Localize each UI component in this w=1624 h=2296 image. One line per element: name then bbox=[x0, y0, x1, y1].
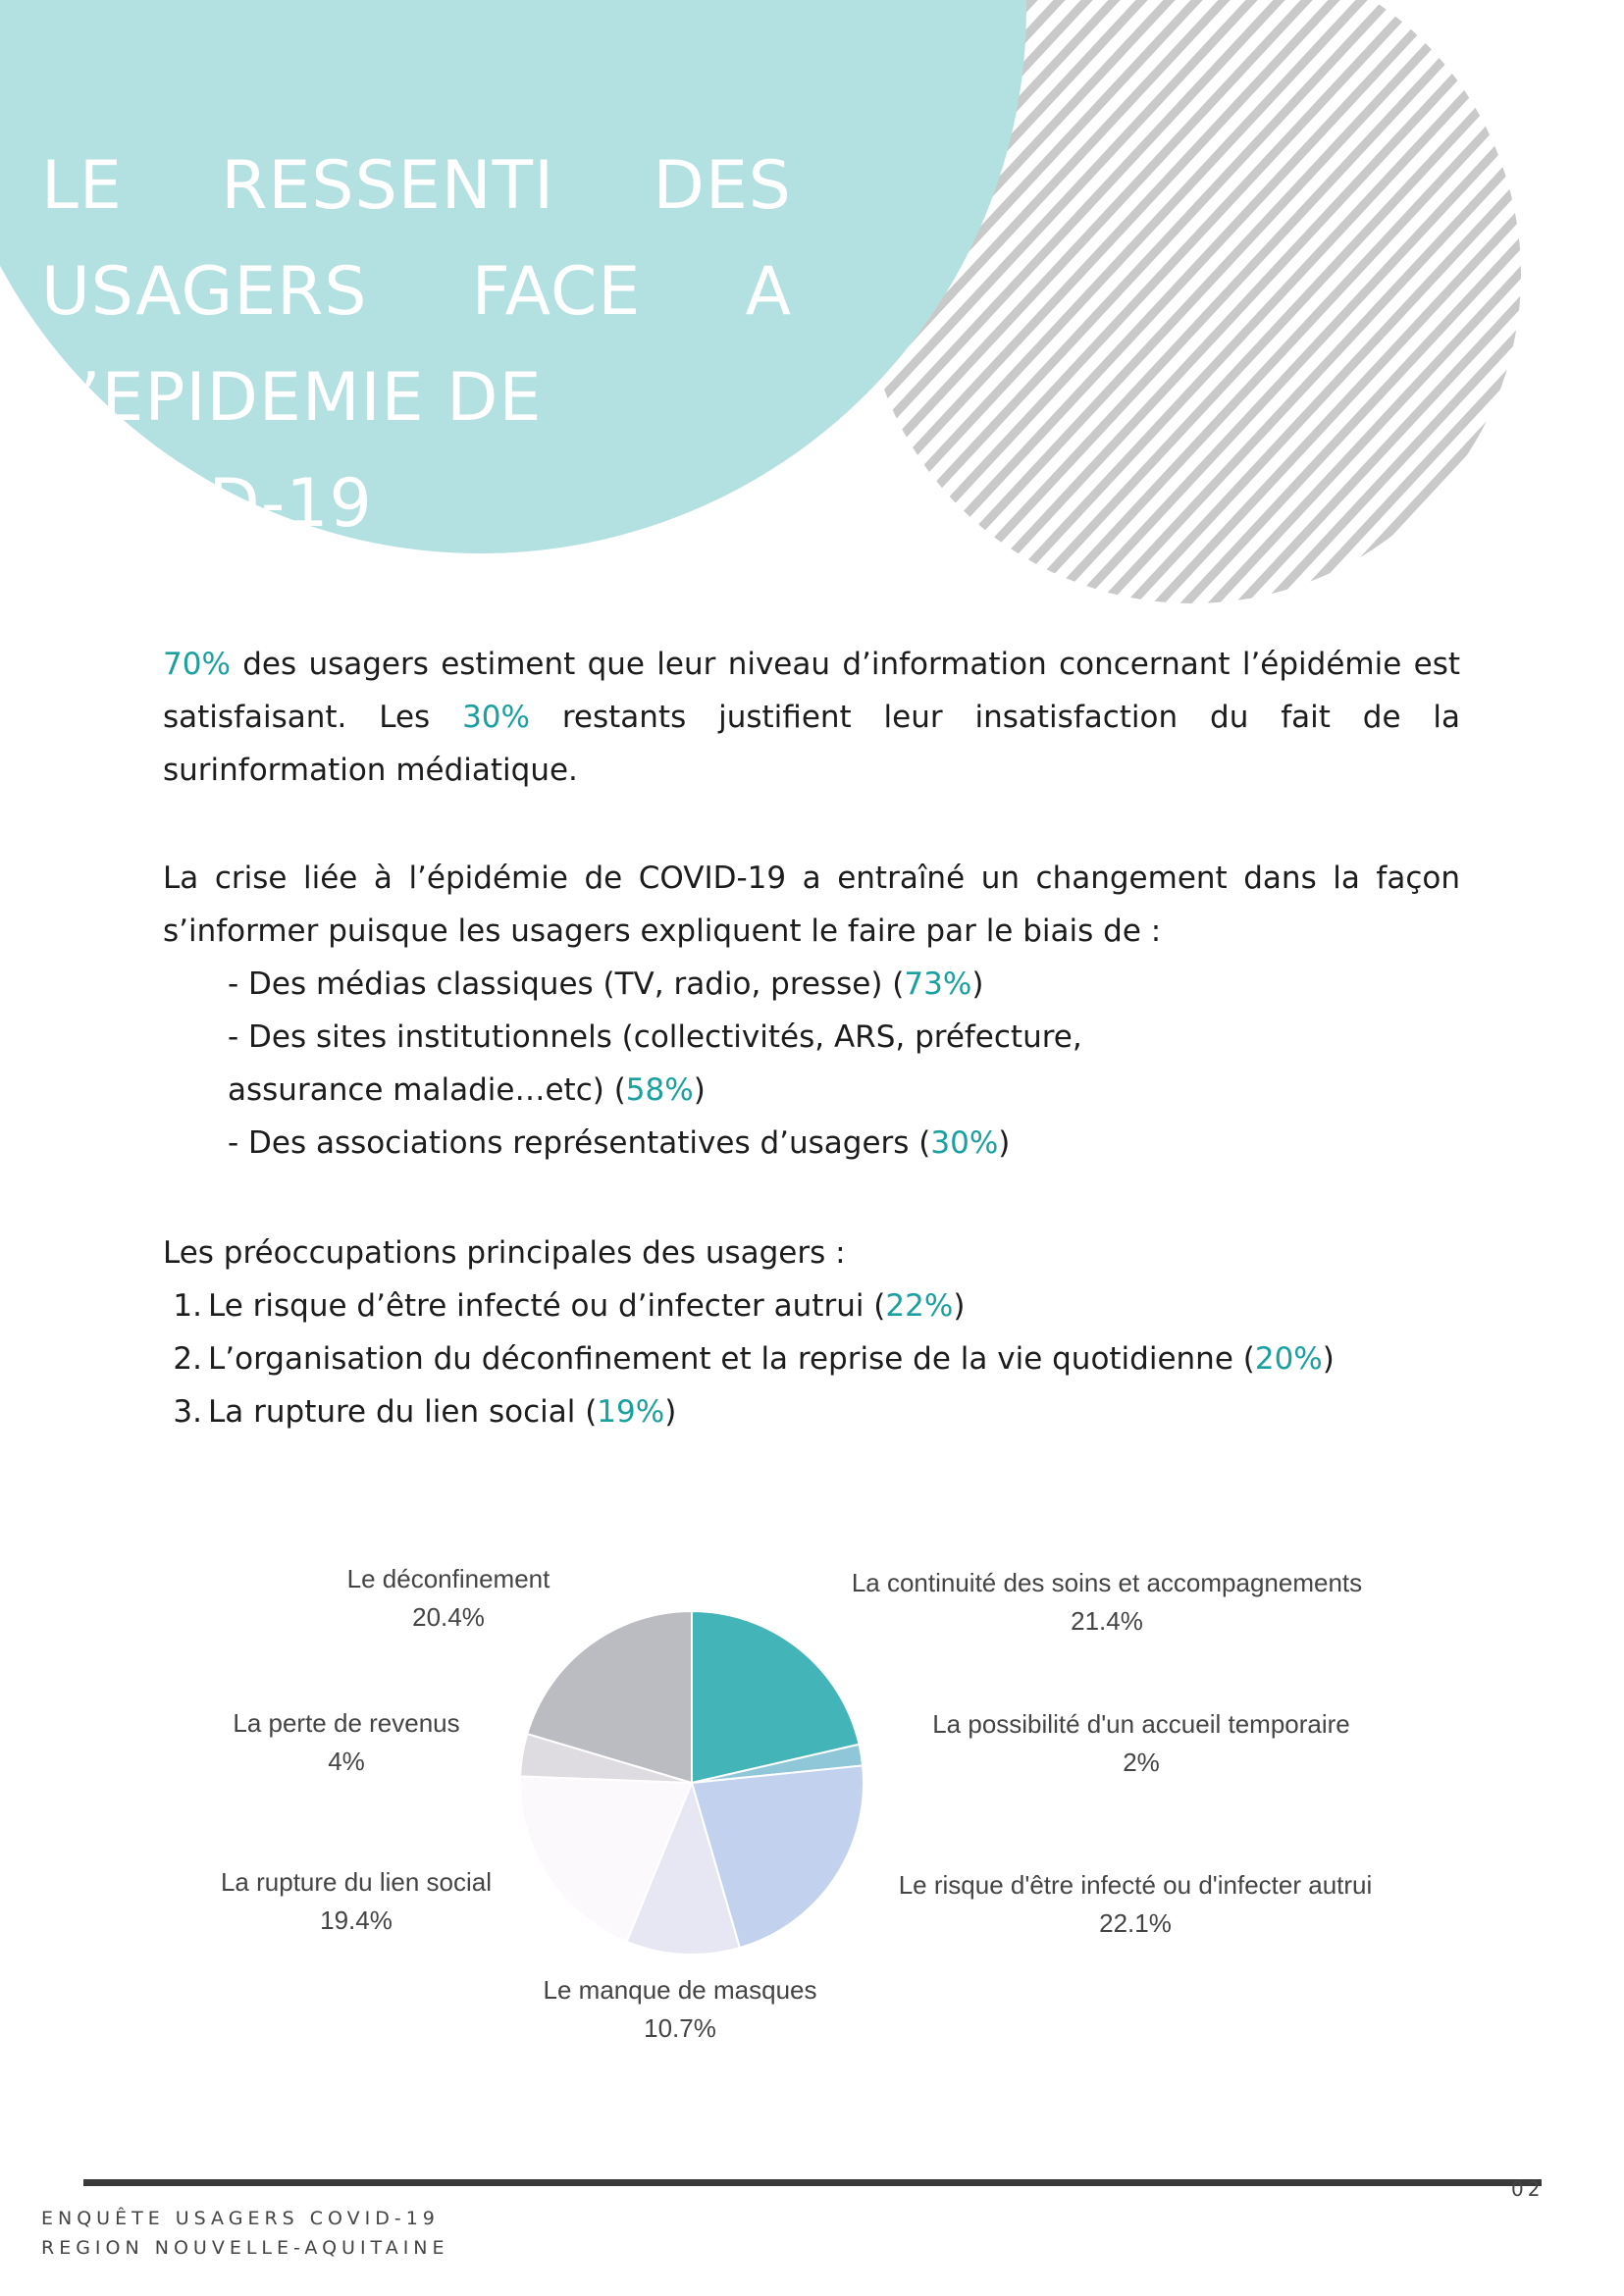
stat-unsatisfied: 30% bbox=[462, 700, 530, 735]
information-sources-paragraph bbox=[163, 852, 1460, 1170]
concerns-intro: Les préoccupations principales des usagers : bbox=[163, 1235, 846, 1271]
information-paragraph: 70% des usagers estiment que leur niveau d’information concernant l’épidémie est satisfaisant. Les 30% restants justifient leur insatisfaction du fait de la surinformation médiatique. bbox=[163, 647, 1460, 788]
sources-intro: La crise liée à l’épidémie de COVID-19 a entraîné un changement dans la façon s’informer puisque les usagers expliquent le faire par le biais de : bbox=[163, 861, 1460, 949]
footer bbox=[41, 2204, 449, 2263]
slice-label: La possibilité d'un accueil temporaire bbox=[932, 1709, 1350, 1739]
slice-label: Le manque de masques bbox=[543, 1975, 817, 2005]
list-item: - Des médias classiques (TV, radio, presse) (73%) bbox=[228, 966, 984, 1002]
stripe bbox=[1511, 0, 1624, 608]
slice-value-label: 20.4% bbox=[412, 1602, 485, 1632]
stripe bbox=[1566, 0, 1624, 608]
title-line-3: L’EPIDEMIE DE COVID-19 bbox=[41, 358, 543, 543]
slice-label: La continuité des soins et accompagnements bbox=[851, 1568, 1363, 1597]
slice-label: La perte de revenus bbox=[233, 1708, 460, 1738]
footer-rule bbox=[83, 2179, 1542, 2186]
list-item: 1. Le risque d’être infecté ou d’infecter autrui (22%) bbox=[173, 1288, 966, 1324]
concerns-pie-chart bbox=[0, 1531, 1624, 2080]
list-item: 3. La rupture du lien social (19%) bbox=[173, 1394, 677, 1430]
footer-line-2: REGION NOUVELLE-AQUITAINE bbox=[41, 2237, 449, 2259]
stat-satisfied: 70% bbox=[163, 647, 231, 682]
stripe bbox=[1484, 0, 1624, 608]
list-item: - Des associations représentatives d’usagers (30%) bbox=[228, 1125, 1011, 1161]
slice-value-label: 19.4% bbox=[320, 1905, 393, 1935]
page-number: 02 bbox=[1511, 2177, 1545, 2201]
title-line-2: USAGERS FACE A bbox=[41, 252, 792, 331]
slice-label: Le déconfinement bbox=[346, 1564, 550, 1593]
concerns-list bbox=[163, 1279, 1460, 1438]
stripe bbox=[1456, 0, 1624, 608]
slice-label: La rupture du lien social bbox=[220, 1867, 493, 1897]
list-item: 2. L’organisation du déconfinement et la reprise de la vie quotidienne (20%) bbox=[173, 1341, 1335, 1377]
slice-value-label: 21.4% bbox=[1071, 1606, 1143, 1636]
stripe bbox=[1594, 0, 1624, 608]
footer-line-1: ENQUÊTE USAGERS COVID-19 bbox=[41, 2208, 440, 2229]
title-line-1: LE RESSENTI DES bbox=[41, 146, 792, 225]
slice-value-label: 22.1% bbox=[1099, 1908, 1172, 1938]
stripe bbox=[1291, 0, 1624, 608]
stripe bbox=[1539, 0, 1624, 608]
slice-value-label: 4% bbox=[328, 1747, 365, 1776]
slice-value-label: 10.7% bbox=[644, 2013, 716, 2043]
concerns-paragraph bbox=[163, 1226, 1460, 1438]
page-title bbox=[41, 133, 792, 557]
slice-label: Le risque d'être infecté ou d'infecter autrui bbox=[898, 1870, 1373, 1900]
slice-value-label: 2% bbox=[1123, 1748, 1160, 1777]
list-item: - Des sites institutionnels (collectivités, ARS, préfecture, assurance maladie…etc) (58%) bbox=[228, 1019, 1082, 1108]
